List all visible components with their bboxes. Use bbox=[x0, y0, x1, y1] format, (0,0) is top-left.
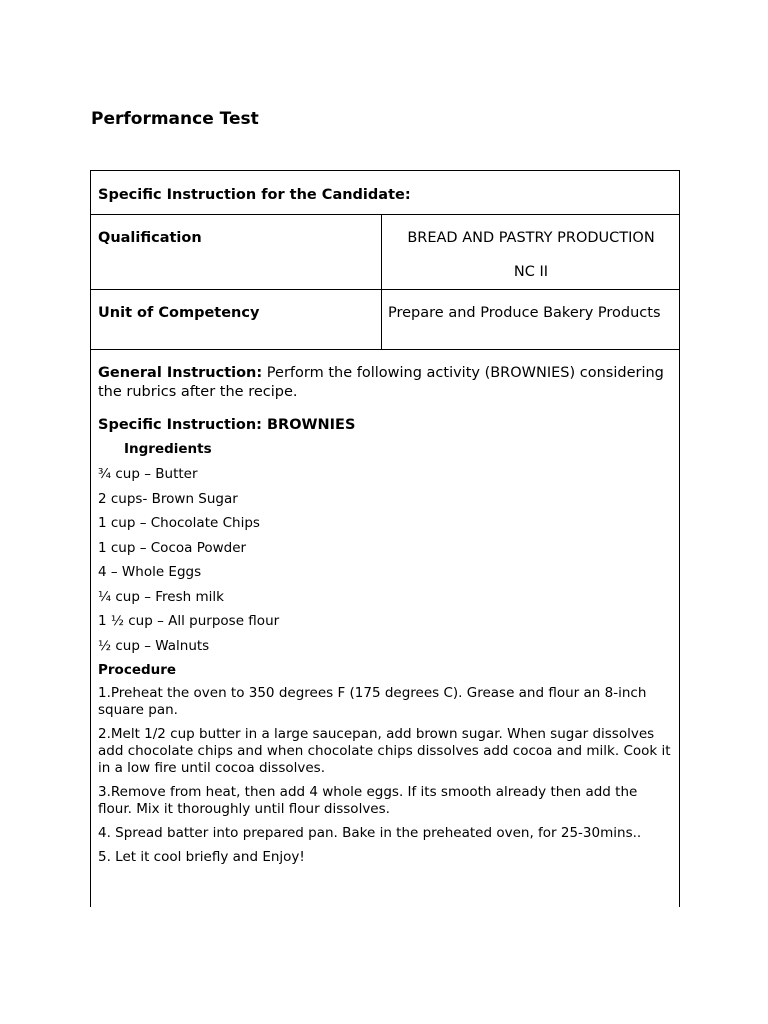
instruction-table bbox=[90, 170, 680, 907]
procedure-step: 5. Let it cool briefly and Enjoy! bbox=[98, 849, 305, 865]
instruction-body bbox=[91, 350, 679, 873]
instruction-header-row bbox=[91, 171, 679, 215]
procedure-heading: Procedure bbox=[98, 662, 177, 678]
qualification-row bbox=[91, 214, 679, 290]
ingredients-list bbox=[98, 465, 672, 655]
ingredient-item: 2 cups- Brown Sugar bbox=[98, 490, 238, 507]
page-title: Performance Test bbox=[91, 109, 259, 129]
procedure-step: 3.Remove from heat, then add 4 whole eggs. If its smooth already then add the flour. Mix it thoroughly until flour dissolves. bbox=[98, 784, 638, 817]
procedure-step: 2.Melt 1/2 cup butter in a large saucepan, add brown sugar. When sugar dissolves add chocolate chips and when chocolate chips dissolves add cocoa and milk. Cook it in a low fire until cocoa dissolves. bbox=[98, 726, 671, 776]
unit-of-competency-label: Unit of Competency bbox=[98, 305, 260, 321]
unit-of-competency-value: Prepare and Produce Bakery Products bbox=[388, 305, 661, 321]
procedure-steps bbox=[98, 685, 672, 866]
instruction-header: Specific Instruction for the Candidate: bbox=[98, 187, 411, 203]
ingredients-heading: Ingredients bbox=[124, 441, 212, 457]
column-divider bbox=[381, 289, 382, 350]
unit-of-competency-row bbox=[91, 289, 679, 350]
qualification-value-line1: BREAD AND PASTRY PRODUCTION bbox=[407, 230, 655, 246]
specific-instruction: Specific Instruction: BROWNIES bbox=[98, 417, 356, 433]
general-instruction-text: Perform the following activity (BROWNIES) considering the rubrics after the recipe. bbox=[98, 365, 664, 400]
procedure-step: 4. Spread batter into prepared pan. Bake in the preheated oven, for 25-30mins.. bbox=[98, 825, 642, 841]
ingredient-item: 1 cup – Cocoa Powder bbox=[98, 539, 247, 556]
ingredient-item: 4 – Whole Eggs bbox=[98, 564, 202, 580]
ingredient-item: ¼ cup – Fresh milk bbox=[98, 588, 224, 605]
ingredient-item: ¾ cup – Butter bbox=[98, 466, 198, 482]
general-instruction bbox=[98, 364, 672, 402]
procedure-step: 1.Preheat the oven to 350 degrees F (175 degrees C). Grease and flour an 8-inch square pan. bbox=[98, 685, 647, 718]
ingredient-item: ½ cup – Walnuts bbox=[98, 637, 210, 654]
general-instruction-label: General Instruction: bbox=[98, 365, 263, 381]
ingredient-item: 1 cup – Chocolate Chips bbox=[98, 515, 260, 531]
qualification-label: Qualification bbox=[98, 230, 202, 246]
qualification-value-line2: NC II bbox=[513, 264, 549, 280]
ingredient-item: 1 ½ cup – All purpose flour bbox=[98, 613, 280, 629]
